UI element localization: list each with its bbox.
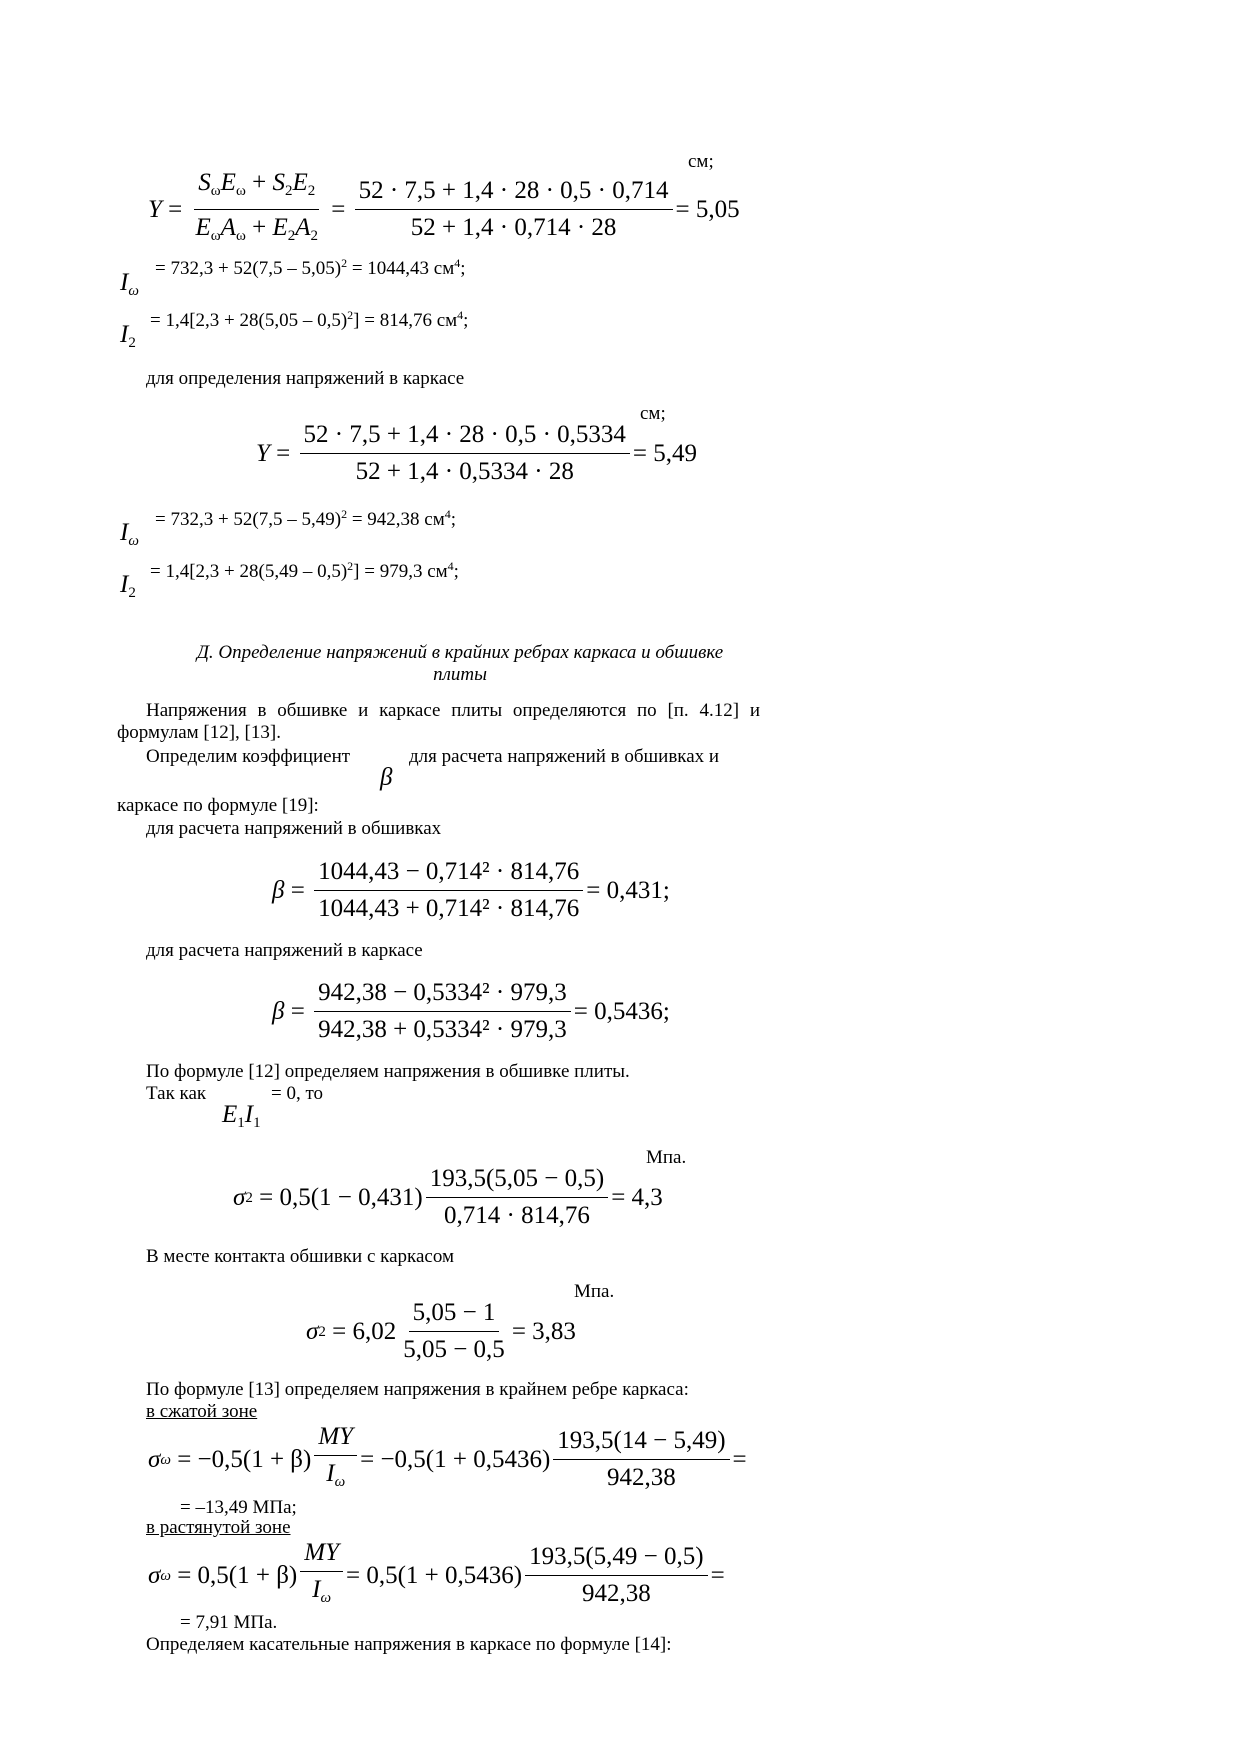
result: = 0,5436; [573,997,670,1025]
result: = 3,83 [511,1317,576,1345]
para-9: в сжатой зоне [146,1401,258,1422]
symbol-beta: β [380,764,393,791]
symbol-e1-i1: $E_1I_1$ [222,1101,261,1131]
fraction-numeric: $\frac{193,5(5,05 - 0,5)}{0,714 \cdot 814,76}$ [426,1164,609,1231]
formula-y-1: Y = $\frac{S_\omega E_\omega + S_2E_2}{E_\omega A_\omega + E_2A_2}$ = $\frac{52 \cdot 7,5 + 1,4 \cdot 28 \cdot 0,5 \cdot 0,714}{52 + 1,4 \cdot 0,714 \cdot 28}$ = 5,05 [148,168,740,251]
section-title-line1: Д. Определение напряжений в крайних ребрах каркаса и обшивке [196,642,724,663]
fraction-numeric: $\frac{193,5(14 - 5,49)}{942,38}$ [553,1426,729,1493]
lhs-y: Y [148,195,162,223]
para-3: для расчета напряжений в обшивках [146,818,442,839]
fraction-numeric: $\frac{5,05 - 1}{5,05 - 0,5}$ [403,1299,505,1363]
fraction-numeric: $\frac{\text{942,38 − 0,5334² · 979,3}}{\text{942,38 + 0,5334² · 979,3}}$ [314,978,571,1045]
fraction-numeric: $\frac{\text{1044,43 − 0,714² · 814,76}}{\text{1044,43 + 0,714² · 814,76}}$ [314,857,583,924]
i2-value-1: = 1,4[2,3 + 28(5,05 – 0,5)$^2$] = 814,76 $см^4$; [150,308,469,331]
unit-mpa-2: Мпа. [574,1281,615,1302]
result: = 4,3 [611,1183,663,1211]
symbol-i2-2: $I_2$ [120,571,136,601]
formula-y-2: Y = $\frac{52 \cdot 7,5 + 1,4 \cdot 28 \cdot 0,5 \cdot 0,5334}{52 + 1,4 \cdot 0,5334 \cdot 28}$ = 5,49 [256,421,698,485]
para-7: В месте контакта обшивки с каркасом [146,1246,454,1267]
para-10: в растянутой зоне [146,1517,291,1538]
para-6a: Так как [146,1083,207,1104]
unit-cm-2: см; [640,403,666,424]
symbol-i-omega-2: $I_\omega$ [120,519,139,549]
formula-sigma-omega-tension: σ ω = 0,5(1 + β) $\frac{MY}{I_\omega}$ = 0,5(1 + 0,5436) $\frac{193,5(5,49 - 0,5)}{942,38}$ = [148,1538,725,1613]
result: = 0,431; [586,876,670,904]
symbol-i-omega-1: $I_\omega$ [120,269,139,299]
para-stress-frame: для определения напряжений в каркасе [146,368,465,389]
para-4: для расчета напряжений в каркасе [146,940,423,961]
para-2-line1b: для расчета напряжений в обшивках и [409,746,720,767]
result-tension: = 7,91 МПа. [180,1612,278,1633]
i-omega-value-2: = 732,3 + 52(7,5 – 5,49)$^2$ = 942,38 $см^4$; [155,507,457,530]
fraction-numeric: $\frac{52 \cdot 7,5 + 1,4 \cdot 28 \cdot 0,5 \cdot 0,714}{52 + 1,4 \cdot 0,714 \cdot 28}$ [355,176,673,243]
formula-sigma2-1: σ 2 = 0,5(1 − 0,431) $\frac{193,5(5,05 - 0,5)}{0,714 \cdot 814,76}$ = 4,3 [233,1165,663,1229]
formula-beta-2: β = $\frac{\text{942,38 − 0,5334² · 979,3}}{\text{942,38 + 0,5334² · 979,3}}$ = 0,5436; [272,979,670,1043]
unit-cm-1: см; [688,151,714,172]
para-8: По формуле [13] определяем напряжения в крайнем ребре каркаса: [146,1379,689,1400]
result: = 5,49 [632,439,698,467]
formula-sigma2-2: σ 2 = 6,02 $\frac{5,05 - 1}{5,05 - 0,5}$ = 3,83 [306,1299,576,1363]
para-2-line2: каркасе по формуле [19]: [117,795,319,816]
i2-value-2: = 1,4[2,3 + 28(5,49 – 0,5)$^2$] = 979,3 $см^4$; [150,559,459,582]
fraction-numeric: $\frac{52 \cdot 7,5 + 1,4 \cdot 28 \cdot 0,5 \cdot 0,5334}{52 + 1,4 \cdot 0,5334 \cdot 28}$ [300,420,630,487]
para-2-line1a: Определим коэффициент [146,746,351,767]
result: = 5,05 [675,195,740,223]
para-11: Определяем касательные напряжения в каркасе по формуле [14]: [146,1634,672,1655]
result-compressed: = –13,49 МПа; [180,1497,297,1518]
fraction-symbolic: $\frac{S_\omega E_\omega + S_2E_2}{E_\omega A_\omega + E_2A_2}$ [195,169,318,244]
symbol-i2-1: $I_2$ [120,321,136,351]
fraction-numeric: $\frac{193,5(5,49 - 0,5)}{942,38}$ [525,1542,708,1609]
fraction-my-i: $\frac{MY}{I_\omega}$ [314,1422,357,1497]
fraction-my-i: $\frac{MY}{I_\omega}$ [300,1538,343,1613]
formula-beta-1: β = $\frac{\text{1044,43 − 0,714² · 814,76}}{\text{1044,43 + 0,714² · 814,76}}$ = 0,431; [272,858,670,922]
para-1-line1: Напряжения в обшивке и каркасе плиты определяются по [п. 4.12] и [146,700,760,721]
unit-mpa-1: Мпа. [646,1147,687,1168]
para-1-line2: формулам [12], [13]. [117,722,281,743]
i-omega-value-1: = 732,3 + 52(7,5 – 5,05)$^2$ = 1044,43 $см^4$; [155,256,466,279]
formula-sigma-omega-compressed: σ ω = −0,5(1 + β) $\frac{MY}{I_\omega}$ = −0,5(1 + 0,5436) $\frac{193,5(14 - 5,49)}{942,38}$ = [148,1422,747,1497]
para-5: По формуле [12] определяем напряжения в обшивке плиты. [146,1061,630,1082]
section-title-line2: плиты [433,664,487,685]
para-6b: = 0, то [271,1083,324,1104]
